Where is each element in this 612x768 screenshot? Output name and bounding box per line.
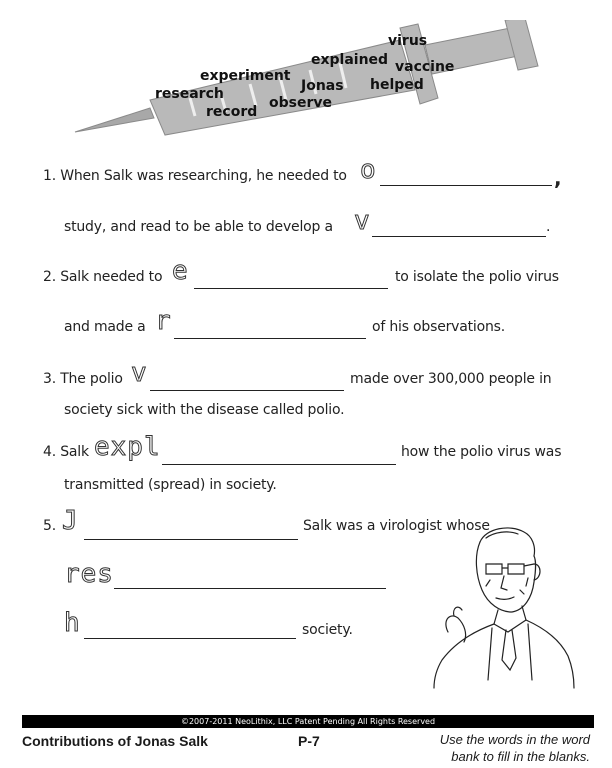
- instructions: [440, 731, 590, 765]
- q5-blank-3[interactable]: [84, 638, 296, 639]
- q1-comma: ,: [554, 166, 562, 190]
- word-bank-item: Jonas: [301, 78, 344, 94]
- word-bank-item: research: [155, 86, 224, 102]
- q5-blank-2[interactable]: [114, 588, 386, 589]
- q5-trace-letter: J: [62, 506, 79, 536]
- q1-trace-letter-2: v: [354, 206, 371, 236]
- page-number: P-7: [298, 733, 320, 749]
- q3-trace-letter: v: [131, 358, 148, 388]
- q5-text-mid: Salk was a virologist whose: [303, 518, 490, 534]
- word-bank-item: virus: [388, 33, 428, 49]
- q2-text-cont: and made a: [64, 319, 146, 335]
- word-bank-item: vaccine: [395, 59, 455, 75]
- q2-text-end: of his observations.: [372, 319, 505, 335]
- copyright-bar: ©2007-2011 NeoLithix, LLC Patent Pending All Rights Reserved: [22, 715, 594, 728]
- q2-text-start: 2. Salk needed to: [43, 269, 163, 285]
- q5-trace-letter-3: h: [64, 608, 81, 638]
- q2-blank-1[interactable]: [194, 288, 388, 289]
- q3-text-start: 3. The polio: [43, 371, 123, 387]
- q5-blank-1[interactable]: [84, 539, 298, 540]
- q1-text-start: 1. When Salk was researching, he needed to: [43, 168, 347, 184]
- q4-trace-letters: expl: [94, 432, 161, 462]
- q1-text-cont: study, and read to be able to develop a: [64, 219, 333, 235]
- q3-text-cont: society sick with the disease called polio.: [64, 402, 345, 418]
- word-bank-item: experiment: [200, 68, 291, 84]
- instructions-line-2: bank to fill in the blanks.: [451, 749, 590, 764]
- jonas-salk-portrait: [428, 520, 578, 690]
- instructions-line-1: Use the words in the word: [439, 732, 590, 747]
- q3-blank[interactable]: [150, 390, 344, 391]
- q2-trace-letter: e: [172, 256, 189, 286]
- worksheet-title: Contributions of Jonas Salk: [22, 733, 208, 749]
- word-bank-item: record: [206, 104, 258, 120]
- q4-text-cont: transmitted (spread) in society.: [64, 477, 277, 493]
- q1-trace-letter: o: [360, 155, 377, 185]
- q2-blank-2[interactable]: [174, 338, 366, 339]
- q3-text-mid: made over 300,000 people in: [350, 371, 552, 387]
- q2-text-mid: to isolate the polio virus: [395, 269, 559, 285]
- word-bank-item: observe: [269, 95, 332, 111]
- q2-trace-letter-2: r: [155, 306, 172, 336]
- q1-blank-1[interactable]: [380, 185, 552, 186]
- q5-number: 5.: [43, 518, 56, 534]
- word-bank-item: helped: [370, 77, 424, 93]
- q5-text-end: society.: [302, 622, 353, 638]
- q4-text-mid: how the polio virus was: [401, 444, 562, 460]
- q4-blank[interactable]: [162, 464, 396, 465]
- q4-text-start: 4. Salk: [43, 444, 89, 460]
- q1-period: .: [546, 219, 551, 235]
- word-bank-item: explained: [311, 52, 389, 68]
- q1-blank-2[interactable]: [372, 236, 546, 237]
- q5-trace-letters-2: res: [64, 559, 114, 589]
